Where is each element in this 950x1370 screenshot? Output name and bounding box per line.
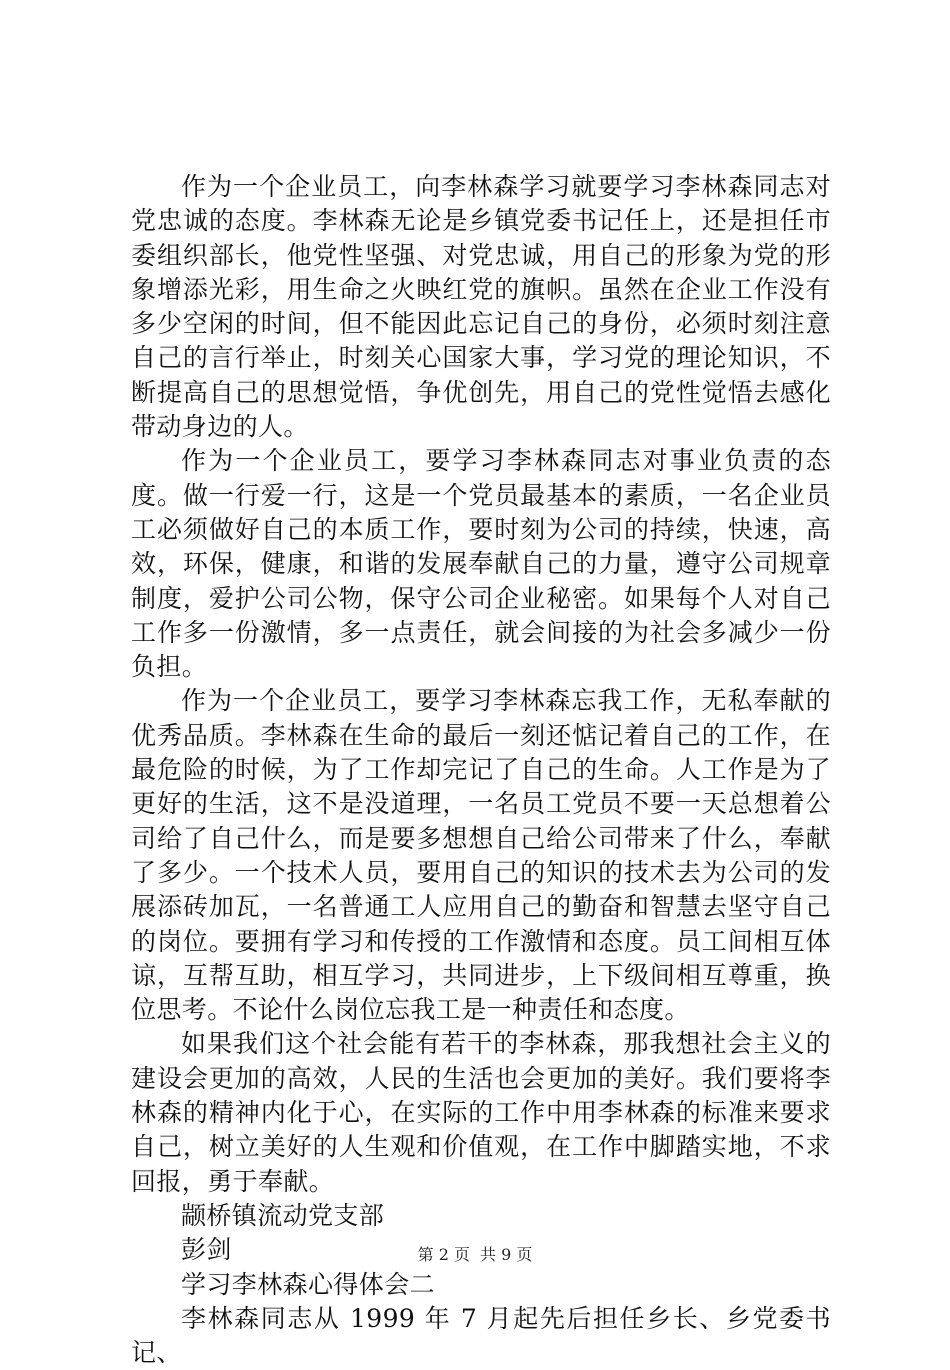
paragraph-conclusion: 如果我们这个社会能有若干的李林森，那我想社会主义的建设会更加的高效，人民的生活也会更加的美好。我们要将李林森的精神内化于心，在实际的工作中用李林森的标准来要求自己，树立美好的人生观和价值观，在工作中脚踏实地，不求回报，勇于奉献。 <box>131 1029 831 1196</box>
paragraph-dedication: 作为一个企业员工，要学习李林森忘我工作，无私奉献的优秀品质。李林森在生命的最后一刻还惦记着自己的工作，在最危险的时候，为了工作却完记了自己的生命。人工作是为了更好的生活，这不是没道理，一名员工党员不要一天总想着公司给了自己什么，而是要多想想自己给公司带来了什么，奉献了多少。一个技术人员，要用自己的知识的技术去为公司的发展添砖加瓦，一名普通工人应用自己的勤奋和智慧去坚守自己的岗位。要拥有学习和传授的工作激情和态度。员工间相互体谅，互帮互助，相互学习，共同进步，上下级间相互尊重，换位思考。不论什么岗位忘我工是一种责任和态度。 <box>131 686 831 1025</box>
page-number-total: 共 9 页 <box>480 1245 533 1264</box>
signature-organization: 颛桥镇流动党支部 <box>181 1200 385 1230</box>
signature-name: 彭剑 <box>181 1235 232 1265</box>
section-title: 学习李林森心得体会二 <box>181 1269 436 1299</box>
page-number-current: 第 2 页 <box>417 1245 470 1264</box>
document-body <box>131 170 831 1370</box>
paragraph-loyalty: 作为一个企业员工，向李林森学习就要学习李林森同志对党忠诚的态度。李林森无论是乡镇党委书记任上，还是担任市委组织部长，他党性坚强、对党忠诚，用自己的形象为党的形象增添光彩，用生命之火映红党的旗帜。虽然在企业工作没有多少空闲的时间，但不能因此忘记自己的身份，必须时刻注意自己的言行举止，时刻关心国家大事，学习党的理论知识，不断提高自己的思想觉悟，争优创先，用自己的党性觉悟去感化带动身边的人。 <box>131 172 831 442</box>
paragraph-responsibility: 作为一个企业员工，要学习李林森同志对事业负责的态度。做一行爱一行，这是一个党员最基本的素质，一名企业员工必须做好自己的本质工作，要时刻为公司的持续，快速，高效，环保，健康，和谐的发展奉献自己的力量，遵守公司规章制度，爱护公司公物，保守公司企业秘密。如果每个人对自己工作多一份激情，多一点责任，就会间接的为社会多减少一份负担。 <box>131 446 831 682</box>
page-footer <box>0 1245 950 1265</box>
paragraph-next-start: 李林森同志从 1999 年 7 月起先后担任乡长、乡党委书记、 <box>131 1303 831 1368</box>
